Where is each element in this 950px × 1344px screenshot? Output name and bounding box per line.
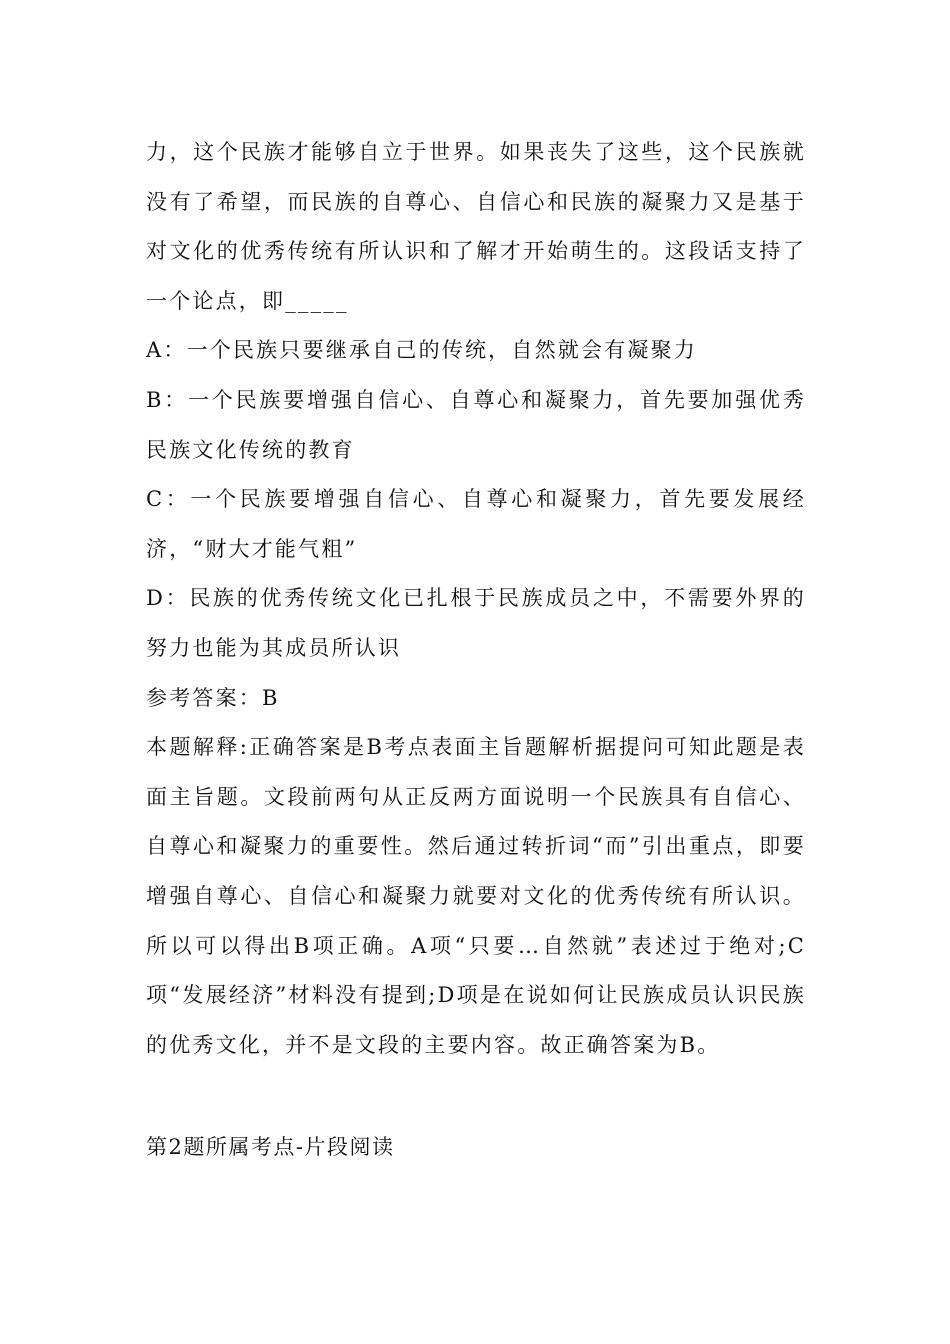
question-block <box>146 128 806 1070</box>
option-b: B：一个民族要增强自信心、自尊心和凝聚力，首先要加强优秀民族文化传统的教育 <box>146 387 806 462</box>
option-d: D：民族的优秀传统文化已扎根于民族成员之中，不需要外界的努力也能为其成员所认识 <box>146 586 806 660</box>
option-c: C：一个民族要增强自信心、自尊心和凝聚力，首先要发展经济，“财大才能气粗” <box>146 487 806 561</box>
question-stem: 力，这个民族才能够自立于世界。如果丧失了这些，这个民族就没有了希望，而民族的自尊心、自信心和民族的凝聚力又是基于对文化的优秀传统有所认识和了解才开始萌生的。这段话支持了一个论点，即_____ <box>146 140 806 313</box>
reference-answer: 参考答案：B <box>146 685 280 710</box>
option-a: A：一个民族只要继承自己的传统，自然就会有凝聚力 <box>146 338 697 363</box>
next-question-heading: 第2题所属考点-片段阅读 <box>146 1135 395 1159</box>
answer-explanation: 本题解释:正确答案是B考点表面主旨题解析据提问可知此题是表面主旨题。文段前两句从正反两方面说明一个民族具有自信心、自尊心和凝聚力的重要性。然后通过转折词“而”引出重点，即要增强自尊心、自信心和凝聚力就要对文化的优秀传统有所认识。所以可以得出B项正确。A项“只要…自然就”表述过于绝对;C项“发展经济”材料没有提到;D项是在说如何让民族成员认识民族的优秀文化，并不是文段的主要内容。故正确答案为B。 <box>146 735 806 1057</box>
